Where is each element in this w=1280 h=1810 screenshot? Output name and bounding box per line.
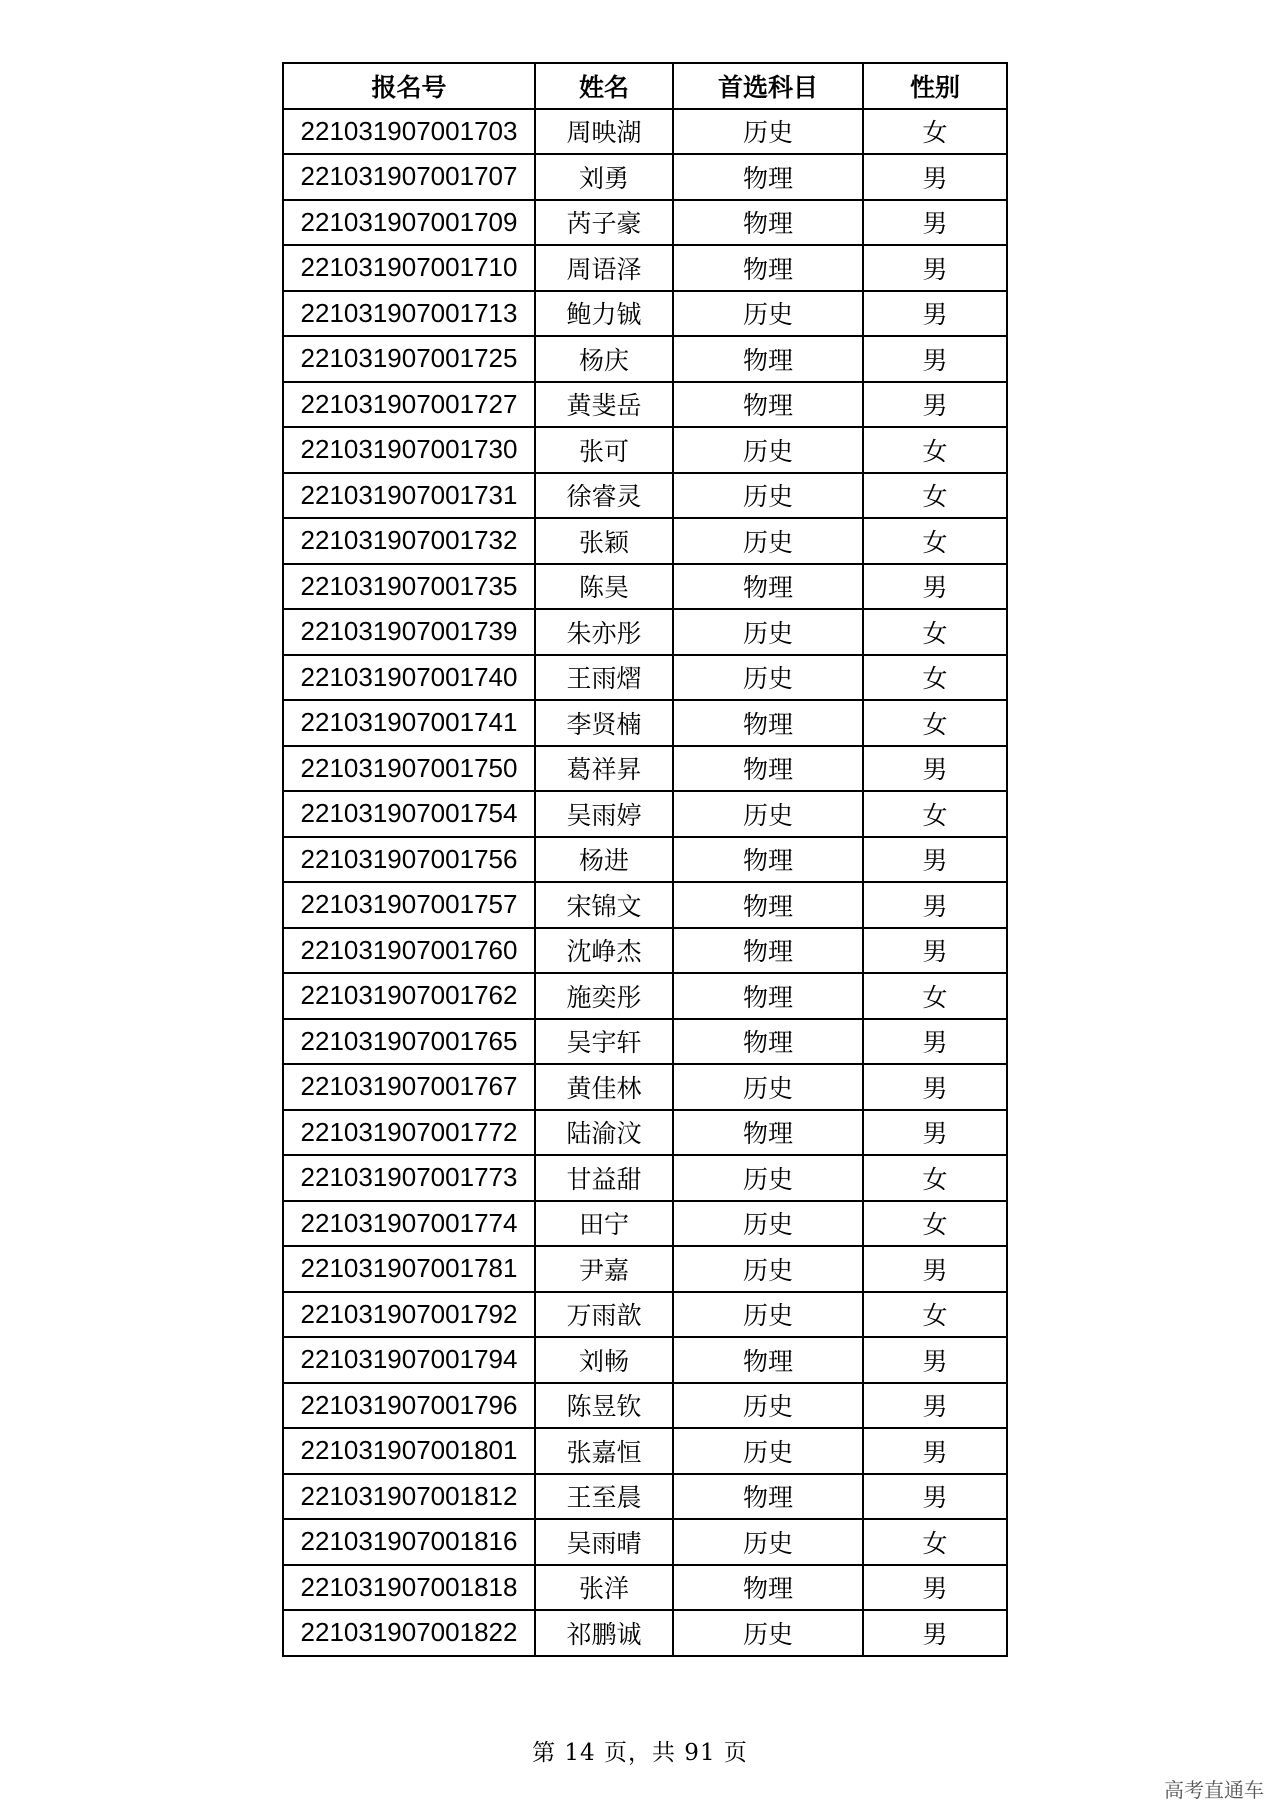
registration-number-cell: 221031907001772 — [283, 1110, 535, 1156]
name-cell: 杨庆 — [535, 336, 673, 382]
table-row — [283, 1519, 1007, 1565]
registration-number-cell: 221031907001792 — [283, 1292, 535, 1338]
gender-cell: 男 — [863, 1064, 1007, 1110]
subject-cell: 历史 — [673, 655, 863, 701]
table-row — [283, 791, 1007, 837]
name-cell: 张嘉恒 — [535, 1428, 673, 1474]
registration-number-cell: 221031907001727 — [283, 382, 535, 428]
table-row — [283, 1292, 1007, 1338]
table-row — [283, 109, 1007, 155]
subject-cell: 历史 — [673, 1155, 863, 1201]
gender-cell: 女 — [863, 1519, 1007, 1565]
subject-cell: 物理 — [673, 746, 863, 792]
registration-number-cell: 221031907001710 — [283, 245, 535, 291]
registration-number-cell: 221031907001757 — [283, 882, 535, 928]
subject-cell: 历史 — [673, 427, 863, 473]
name-cell: 陆渝汶 — [535, 1110, 673, 1156]
registration-number-cell: 221031907001730 — [283, 427, 535, 473]
gender-cell: 男 — [863, 1428, 1007, 1474]
name-cell: 张洋 — [535, 1565, 673, 1611]
gender-cell: 男 — [863, 1565, 1007, 1611]
gender-cell: 女 — [863, 655, 1007, 701]
header-name: 姓名 — [535, 63, 673, 109]
table-row — [283, 1155, 1007, 1201]
registration-number-cell: 221031907001707 — [283, 154, 535, 200]
gender-cell: 男 — [863, 564, 1007, 610]
header-registration-number: 报名号 — [283, 63, 535, 109]
name-cell: 吴雨晴 — [535, 1519, 673, 1565]
registration-number-cell: 221031907001812 — [283, 1474, 535, 1520]
subject-cell: 物理 — [673, 700, 863, 746]
table-row — [283, 200, 1007, 246]
name-cell: 王雨熠 — [535, 655, 673, 701]
name-cell: 吴宇轩 — [535, 1019, 673, 1065]
registration-number-cell: 221031907001750 — [283, 746, 535, 792]
table-row — [283, 837, 1007, 883]
subject-cell: 历史 — [673, 609, 863, 655]
gender-cell: 男 — [863, 1474, 1007, 1520]
table-row — [283, 427, 1007, 473]
name-cell: 刘畅 — [535, 1337, 673, 1383]
header-gender: 性别 — [863, 63, 1007, 109]
subject-cell: 历史 — [673, 1292, 863, 1338]
table-row — [283, 382, 1007, 428]
registration-number-cell: 221031907001818 — [283, 1565, 535, 1611]
name-cell: 李贤楠 — [535, 700, 673, 746]
name-cell: 张颖 — [535, 518, 673, 564]
name-cell: 徐睿灵 — [535, 473, 673, 519]
subject-cell: 物理 — [673, 1474, 863, 1520]
table-row — [283, 564, 1007, 610]
subject-cell: 历史 — [673, 1428, 863, 1474]
name-cell: 周映湖 — [535, 109, 673, 155]
gender-cell: 女 — [863, 427, 1007, 473]
table-row — [283, 1110, 1007, 1156]
watermark-text: 高考直通车 — [1164, 1778, 1264, 1802]
gender-cell: 男 — [863, 200, 1007, 246]
table-row — [283, 473, 1007, 519]
student-roster-table — [282, 62, 1008, 1657]
table-row — [283, 1201, 1007, 1247]
gender-cell: 女 — [863, 791, 1007, 837]
subject-cell: 物理 — [673, 882, 863, 928]
registration-number-cell: 221031907001822 — [283, 1610, 535, 1656]
table-row — [283, 700, 1007, 746]
name-cell: 吴雨婷 — [535, 791, 673, 837]
registration-number-cell: 221031907001731 — [283, 473, 535, 519]
gender-cell: 男 — [863, 746, 1007, 792]
subject-cell: 物理 — [673, 245, 863, 291]
subject-cell: 历史 — [673, 1383, 863, 1429]
subject-cell: 历史 — [673, 1201, 863, 1247]
subject-cell: 物理 — [673, 837, 863, 883]
name-cell: 沈峥杰 — [535, 928, 673, 974]
gender-cell: 男 — [863, 291, 1007, 337]
table-row — [283, 973, 1007, 1019]
gender-cell: 男 — [863, 1110, 1007, 1156]
table-row — [283, 1610, 1007, 1656]
registration-number-cell: 221031907001740 — [283, 655, 535, 701]
registration-number-cell: 221031907001709 — [283, 200, 535, 246]
name-cell: 芮子豪 — [535, 200, 673, 246]
page-number-footer: 第 14 页，共 91 页 — [532, 1740, 748, 1766]
registration-number-cell: 221031907001774 — [283, 1201, 535, 1247]
registration-number-cell: 221031907001735 — [283, 564, 535, 610]
table-row — [283, 336, 1007, 382]
table-row — [283, 1337, 1007, 1383]
subject-cell: 物理 — [673, 1019, 863, 1065]
subject-cell: 历史 — [673, 791, 863, 837]
subject-cell: 物理 — [673, 200, 863, 246]
gender-cell: 男 — [863, 382, 1007, 428]
gender-cell: 男 — [863, 882, 1007, 928]
name-cell: 黄斐岳 — [535, 382, 673, 428]
gender-cell: 男 — [863, 1246, 1007, 1292]
subject-cell: 历史 — [673, 518, 863, 564]
subject-cell: 历史 — [673, 473, 863, 519]
registration-number-cell: 221031907001713 — [283, 291, 535, 337]
registration-number-cell: 221031907001773 — [283, 1155, 535, 1201]
table-row — [283, 609, 1007, 655]
table-header-row — [283, 63, 1007, 109]
name-cell: 王至晨 — [535, 1474, 673, 1520]
table-row — [283, 928, 1007, 974]
registration-number-cell: 221031907001801 — [283, 1428, 535, 1474]
name-cell: 施奕彤 — [535, 973, 673, 1019]
table-row — [283, 245, 1007, 291]
name-cell: 陈昱钦 — [535, 1383, 673, 1429]
table-body — [283, 109, 1007, 1656]
registration-number-cell: 221031907001765 — [283, 1019, 535, 1065]
subject-cell: 物理 — [673, 154, 863, 200]
gender-cell: 男 — [863, 1019, 1007, 1065]
table-row — [283, 1428, 1007, 1474]
gender-cell: 男 — [863, 1610, 1007, 1656]
registration-number-cell: 221031907001725 — [283, 336, 535, 382]
subject-cell: 物理 — [673, 928, 863, 974]
registration-number-cell: 221031907001781 — [283, 1246, 535, 1292]
table-row — [283, 655, 1007, 701]
registration-number-cell: 221031907001767 — [283, 1064, 535, 1110]
subject-cell: 历史 — [673, 109, 863, 155]
gender-cell: 男 — [863, 154, 1007, 200]
name-cell: 杨进 — [535, 837, 673, 883]
subject-cell: 物理 — [673, 336, 863, 382]
table-row — [283, 882, 1007, 928]
subject-cell: 历史 — [673, 291, 863, 337]
subject-cell: 物理 — [673, 1110, 863, 1156]
gender-cell: 男 — [863, 928, 1007, 974]
name-cell: 周语泽 — [535, 245, 673, 291]
gender-cell: 女 — [863, 1155, 1007, 1201]
gender-cell: 女 — [863, 1201, 1007, 1247]
table-row — [283, 1383, 1007, 1429]
subject-cell: 物理 — [673, 973, 863, 1019]
gender-cell: 男 — [863, 1337, 1007, 1383]
name-cell: 张可 — [535, 427, 673, 473]
gender-cell: 女 — [863, 109, 1007, 155]
table-row — [283, 1565, 1007, 1611]
table-row — [283, 1246, 1007, 1292]
name-cell: 鲍力铖 — [535, 291, 673, 337]
gender-cell: 男 — [863, 336, 1007, 382]
registration-number-cell: 221031907001762 — [283, 973, 535, 1019]
subject-cell: 历史 — [673, 1064, 863, 1110]
name-cell: 葛祥昇 — [535, 746, 673, 792]
table-row — [283, 1064, 1007, 1110]
gender-cell: 女 — [863, 609, 1007, 655]
gender-cell: 女 — [863, 1292, 1007, 1338]
gender-cell: 女 — [863, 473, 1007, 519]
registration-number-cell: 221031907001754 — [283, 791, 535, 837]
subject-cell: 历史 — [673, 1519, 863, 1565]
gender-cell: 男 — [863, 1383, 1007, 1429]
table-row — [283, 291, 1007, 337]
gender-cell: 女 — [863, 700, 1007, 746]
subject-cell: 物理 — [673, 1565, 863, 1611]
table-row — [283, 1474, 1007, 1520]
gender-cell: 女 — [863, 518, 1007, 564]
name-cell: 宋锦文 — [535, 882, 673, 928]
subject-cell: 物理 — [673, 1337, 863, 1383]
registration-number-cell: 221031907001739 — [283, 609, 535, 655]
table-row — [283, 746, 1007, 792]
table-row — [283, 1019, 1007, 1065]
gender-cell: 女 — [863, 973, 1007, 1019]
subject-cell: 物理 — [673, 382, 863, 428]
name-cell: 万雨歆 — [535, 1292, 673, 1338]
registration-number-cell: 221031907001732 — [283, 518, 535, 564]
registration-number-cell: 221031907001756 — [283, 837, 535, 883]
subject-cell: 物理 — [673, 564, 863, 610]
subject-cell: 历史 — [673, 1610, 863, 1656]
name-cell: 尹嘉 — [535, 1246, 673, 1292]
gender-cell: 男 — [863, 837, 1007, 883]
registration-number-cell: 221031907001741 — [283, 700, 535, 746]
name-cell: 黄佳林 — [535, 1064, 673, 1110]
registration-number-cell: 221031907001760 — [283, 928, 535, 974]
name-cell: 刘勇 — [535, 154, 673, 200]
subject-cell: 历史 — [673, 1246, 863, 1292]
registration-number-cell: 221031907001796 — [283, 1383, 535, 1429]
name-cell: 陈昊 — [535, 564, 673, 610]
name-cell: 祁鹏诚 — [535, 1610, 673, 1656]
name-cell: 甘益甜 — [535, 1155, 673, 1201]
gender-cell: 男 — [863, 245, 1007, 291]
registration-number-cell: 221031907001816 — [283, 1519, 535, 1565]
table-row — [283, 518, 1007, 564]
name-cell: 朱亦彤 — [535, 609, 673, 655]
table-row — [283, 154, 1007, 200]
header-first-choice-subject: 首选科目 — [673, 63, 863, 109]
registration-number-cell: 221031907001794 — [283, 1337, 535, 1383]
registration-number-cell: 221031907001703 — [283, 109, 535, 155]
name-cell: 田宁 — [535, 1201, 673, 1247]
